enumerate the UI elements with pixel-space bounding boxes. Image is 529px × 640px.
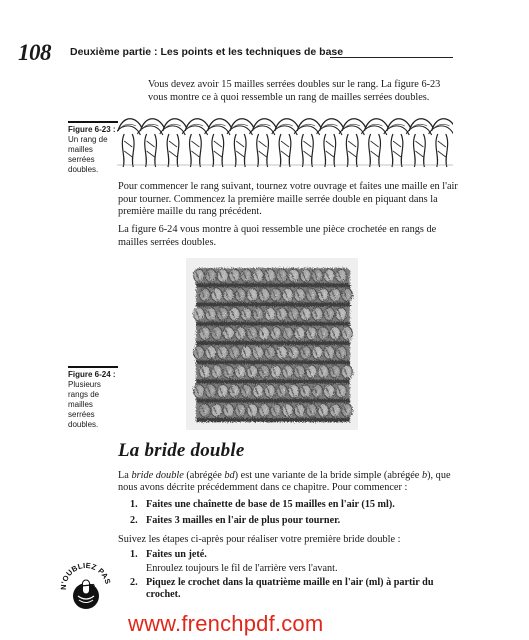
step-text: Faites un jeté.	[146, 549, 207, 560]
figure-6-23-caption	[68, 125, 120, 175]
figure-label: Figure 6-24 :	[68, 370, 116, 379]
text-run: (abrégée	[183, 470, 225, 481]
text-run: ) est une variante de la bride simple (abrégée	[234, 470, 422, 481]
badge-text: N'OUBLIEZ PAS	[58, 560, 113, 591]
section-title: La bride double	[118, 440, 245, 461]
step-number: 2.	[130, 577, 138, 588]
paragraph-bride-intro	[118, 470, 458, 495]
figure-label: Figure 6-23 :	[68, 125, 116, 134]
caption-rule	[68, 366, 118, 368]
step-number: 2.	[130, 515, 138, 526]
text-run: La	[118, 470, 132, 481]
finger-string-icon	[73, 580, 99, 609]
step-text	[146, 577, 433, 602]
watermark: www.frenchpdf.com	[128, 611, 324, 636]
braid-stitches	[117, 119, 453, 167]
figure-6-24-swatch	[190, 262, 356, 428]
step-text-line: crochet.	[146, 589, 181, 601]
step-text: Faites 3 mailles en l'air de plus pour tourner.	[146, 515, 341, 526]
figure-6-24-caption	[68, 370, 120, 430]
figure-caption-text: Un rang de mailles serrées doubles.	[68, 135, 108, 174]
paragraph-next-row: Pour commencer le rang suivant, tournez votre ouvrage et faites une maille en l'air pour tourner. Commencez la première maille serrée double en piquant dans la première maille du rang précédent.	[118, 181, 458, 218]
reminder-badge	[58, 558, 114, 614]
running-head: Deuxième partie : Les points et les techniques de base	[70, 46, 344, 58]
abbr-bd: bd	[224, 470, 235, 481]
step-number: 1.	[130, 499, 138, 510]
figure-6-23-stitch-row	[117, 113, 453, 171]
swatch-stitches	[194, 268, 353, 422]
text-run: ), que nous avons décrite précédemment dans ce chapitre. Pour commencer :	[118, 470, 451, 494]
paragraph-intro: Vous devez avoir 15 mailles serrées doubles sur le rang. La figure 6-23 vous montre ce à quoi ressemble un rang de mailles serrées doubles.	[148, 79, 441, 103]
figure-caption-text: Plusieurs rangs de mailles serrées doubles.	[68, 380, 101, 429]
paragraph-lead-in: Suivez les étapes ci-après pour réaliser votre première bride double :	[118, 534, 401, 545]
step-number: 1.	[130, 549, 138, 560]
caption-rule	[68, 121, 118, 123]
paragraph-figure-ref: La figure 6-24 vous montre à quoi ressemble une pièce crochetée en rangs de mailles serrées doubles.	[118, 224, 437, 248]
header-rule	[330, 57, 453, 58]
term-bride-double: bride double	[131, 470, 184, 481]
step-text-line: Piquez le crochet dans la quatrième maille en l'air (ml) à partir du	[146, 577, 434, 588]
step-note: Enroulez toujours le fil de l'arrière vers l'avant.	[146, 563, 338, 574]
abbr-b: b	[421, 470, 428, 481]
page-number: 108	[18, 40, 51, 65]
step-text: Faites une chaînette de base de 15 mailles en l'air (15 ml).	[146, 499, 395, 510]
